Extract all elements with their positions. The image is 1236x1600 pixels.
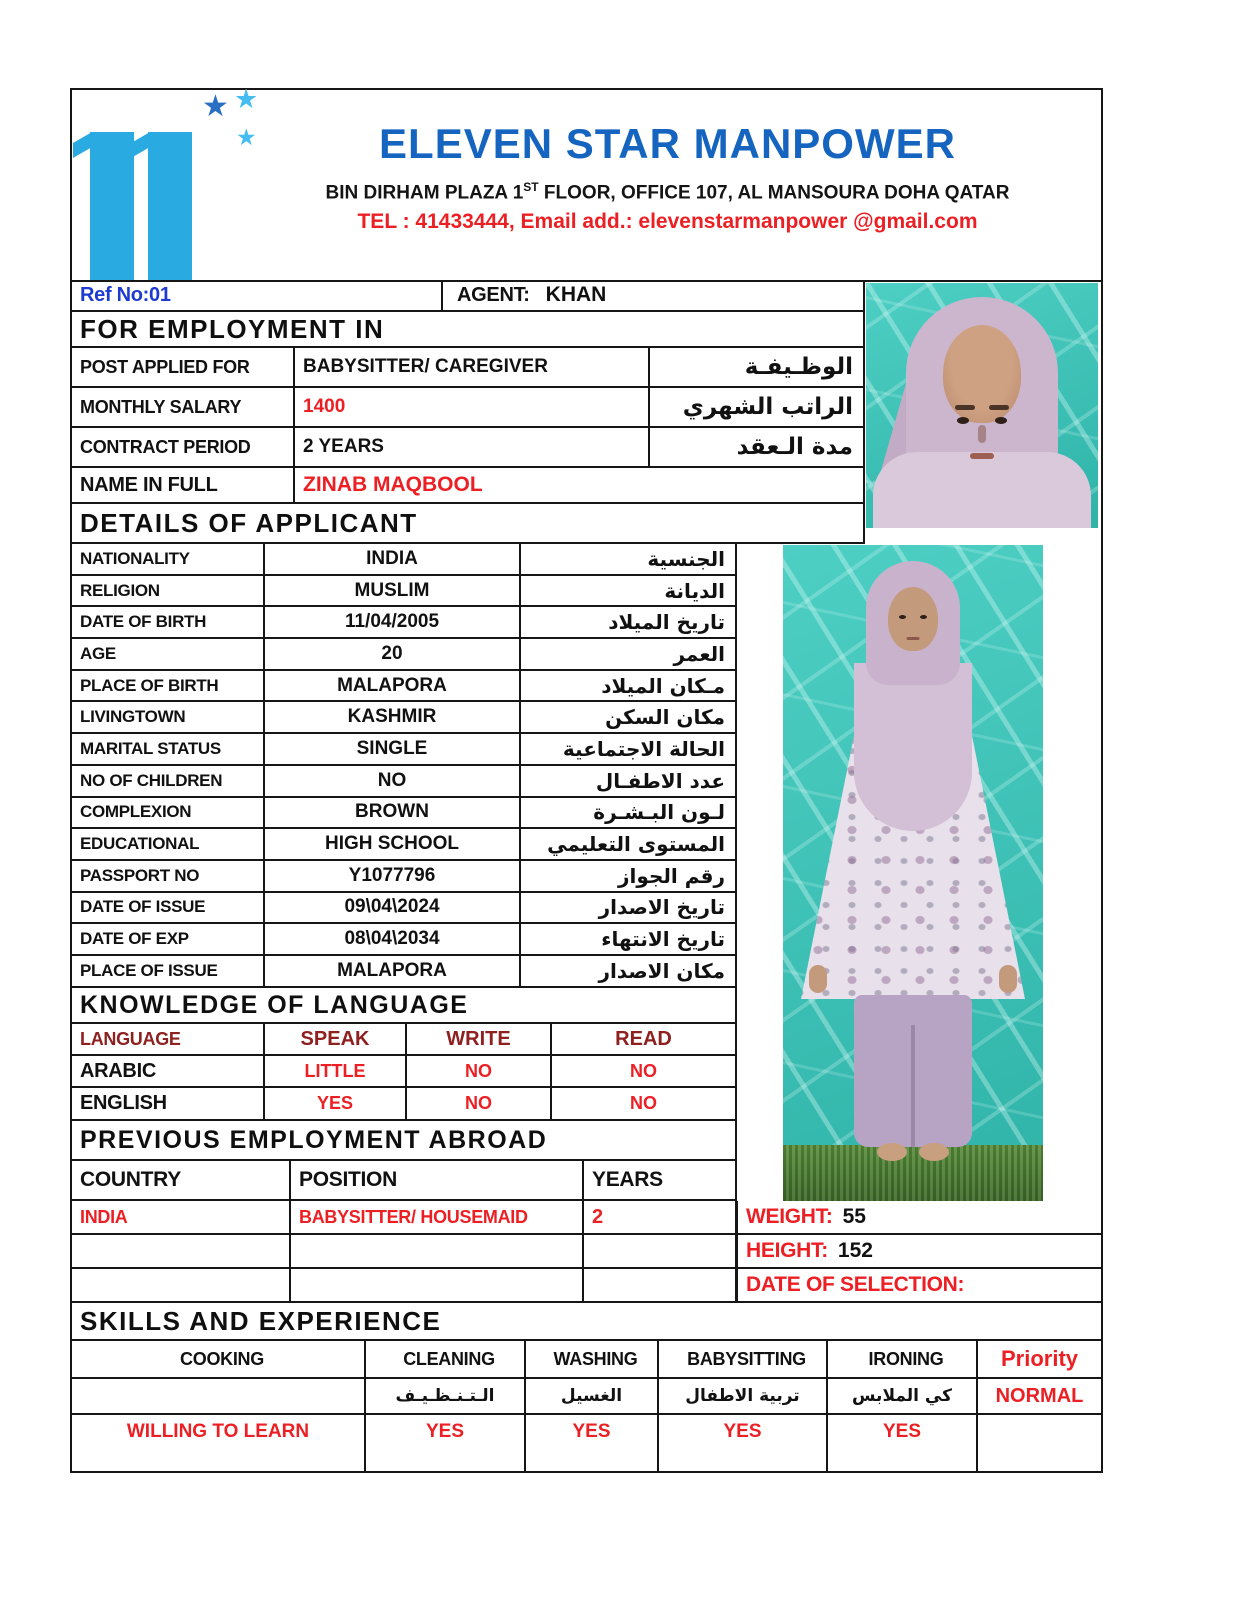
details-row <box>72 671 737 703</box>
details-label-cell <box>72 829 265 859</box>
details-arabic: الديانة <box>664 578 725 603</box>
babysitting-arabic-cell <box>659 1379 828 1413</box>
date-of-selection-cell <box>738 1269 1101 1301</box>
ironing-col-header: IRONING <box>868 1348 944 1369</box>
monthly-salary-row <box>72 388 865 428</box>
details-label: COMPLEXION <box>80 802 192 822</box>
hand <box>809 965 827 993</box>
skills-header-row <box>72 1341 1101 1379</box>
details-label-cell <box>72 639 265 669</box>
details-value-cell <box>265 607 521 637</box>
arabic-speak-cell <box>265 1056 407 1086</box>
details-arabic: عدد الاطفـال <box>595 768 725 793</box>
contract-period-label: CONTRACT PERIOD <box>80 436 251 457</box>
cooking-answer: WILLING TO LEARN <box>126 1421 310 1442</box>
arabic-write-cell <box>407 1056 552 1086</box>
details-row <box>72 576 737 608</box>
details-value-cell <box>265 734 521 764</box>
english-language-row <box>72 1088 737 1121</box>
agent-cell <box>443 280 863 310</box>
details-label-cell <box>72 702 265 732</box>
skills-arabic-row <box>72 1379 1101 1415</box>
details-label: NO OF CHILDREN <box>80 770 223 790</box>
skills-section-title: SKILLS AND EXPERIENCE <box>80 1305 442 1336</box>
post-applied-arabic: الوظـيفـة <box>744 354 853 380</box>
employment-section-title: FOR EMPLOYMENT IN <box>80 313 385 344</box>
washing-answer-cell <box>526 1415 659 1471</box>
mouth <box>970 453 994 459</box>
details-section-header <box>72 504 865 544</box>
details-value: MUSLIM <box>354 579 430 601</box>
weight-row <box>736 1201 1101 1235</box>
foot <box>919 1143 949 1161</box>
details-value: MALAPORA <box>337 959 447 981</box>
details-value-cell <box>265 956 521 986</box>
position-cell <box>291 1235 584 1267</box>
speak-col-header: SPEAK <box>300 1027 370 1050</box>
details-arabic: مكان الاصدار <box>598 958 725 983</box>
ironing-answer: YES <box>882 1421 922 1442</box>
cleaning-answer-cell <box>366 1415 526 1471</box>
details-row <box>72 766 737 798</box>
details-label-cell <box>72 607 265 637</box>
header-box <box>72 84 1101 282</box>
english-read-value: NO <box>630 1093 657 1113</box>
details-value: INDIA <box>366 547 418 569</box>
years-col-header-cell <box>584 1161 735 1199</box>
priority-value: NORMAL <box>995 1384 1084 1407</box>
write-col-header-cell <box>407 1024 552 1054</box>
details-label-cell <box>72 798 265 828</box>
nose <box>978 425 986 443</box>
contract-period-arabic: مدة الـعقد <box>736 434 853 460</box>
english-speak-cell <box>265 1088 407 1119</box>
date-of-selection-row <box>736 1269 1101 1303</box>
height-label: HEIGHT: <box>746 1239 828 1262</box>
post-applied-row <box>72 348 865 388</box>
country-col-header-cell <box>72 1161 291 1199</box>
grass-floor <box>783 1145 1043 1201</box>
ref-no-cell <box>72 280 443 310</box>
details-value-cell <box>265 544 521 574</box>
star-icon: ★ <box>236 124 257 150</box>
monthly-salary-value-cell <box>295 388 650 426</box>
face <box>888 587 938 651</box>
english-write-value: NO <box>465 1093 492 1113</box>
arabic-write-value: NO <box>465 1060 492 1081</box>
company-address <box>242 180 1093 204</box>
country-cell <box>72 1235 291 1267</box>
details-arabic: الجنسية <box>647 546 725 571</box>
washing-arabic: الغسيل <box>560 1386 623 1406</box>
details-section-title: DETAILS OF APPLICANT <box>80 507 418 538</box>
ironing-col-header-cell <box>828 1341 978 1377</box>
details-value-cell <box>265 924 521 954</box>
contract-period-value-cell <box>295 428 650 466</box>
details-label: DATE OF EXP <box>80 929 189 949</box>
english-speak-value: YES <box>316 1093 354 1113</box>
details-label-cell <box>72 766 265 796</box>
monthly-salary-label: MONTHLY SALARY <box>80 396 242 417</box>
position-col-header-cell <box>291 1161 584 1199</box>
details-value: KASHMIR <box>347 706 437 728</box>
details-arabic: تاريخ الانتهاء <box>601 927 725 952</box>
eye <box>899 615 906 619</box>
english-language-cell <box>72 1088 265 1119</box>
years-value: 2 <box>592 1205 603 1228</box>
washing-col-header: WASHING <box>553 1348 638 1369</box>
header-text-block <box>242 120 1093 234</box>
years-col-header: YEARS <box>592 1168 663 1191</box>
eye <box>957 417 969 424</box>
speak-col-header-cell <box>265 1024 407 1054</box>
weight-value: 55 <box>842 1205 866 1228</box>
english-language-label: ENGLISH <box>80 1092 167 1114</box>
address-ordinal: ST <box>523 180 539 194</box>
previous-employment-row <box>72 1235 737 1269</box>
face <box>943 325 1021 423</box>
details-value: 08\04\2034 <box>344 928 440 950</box>
priority-label: Priority <box>1000 1346 1079 1371</box>
ref-agent-row <box>72 280 865 312</box>
ironing-arabic-cell <box>828 1379 978 1413</box>
hand <box>999 965 1017 993</box>
details-row <box>72 607 737 639</box>
details-label: PLACE OF ISSUE <box>80 960 218 980</box>
star-icon: ★ <box>202 90 229 123</box>
details-value: 11/04/2005 <box>344 611 440 633</box>
position-value: BABYSITTER/ HOUSEMAID <box>299 1206 528 1227</box>
details-value-cell <box>265 671 521 701</box>
details-row <box>72 734 737 766</box>
company-name: ELEVEN STAR MANPOWER <box>379 120 956 167</box>
priority-answer-cell <box>978 1415 1101 1471</box>
details-value-cell <box>265 766 521 796</box>
details-row <box>72 702 737 734</box>
details-label: PLACE OF BIRTH <box>80 675 219 695</box>
years-cell <box>584 1201 735 1233</box>
details-value: MALAPORA <box>337 674 447 696</box>
details-value-cell <box>265 639 521 669</box>
details-label: RELIGION <box>80 580 160 600</box>
details-arabic: العمر <box>673 641 725 666</box>
height-cell <box>738 1235 1101 1267</box>
language-col-header-cell <box>72 1024 265 1054</box>
position-col-header: POSITION <box>299 1168 397 1191</box>
monthly-salary-value: 1400 <box>303 396 346 417</box>
mouth <box>907 637 920 640</box>
eyebrow <box>955 405 975 410</box>
english-write-cell <box>407 1088 552 1119</box>
skills-section-header <box>72 1303 1101 1341</box>
previous-employment-row <box>72 1201 737 1235</box>
details-label-cell <box>72 671 265 701</box>
country-col-header: COUNTRY <box>80 1168 181 1191</box>
details-arabic: تاريخ الاصدار <box>598 895 725 920</box>
address-suffix: FLOOR, OFFICE 107, AL MANSOURA DOHA QATAR <box>538 182 1010 204</box>
details-label: MARITAL STATUS <box>80 738 221 758</box>
cleaning-arabic-cell <box>366 1379 526 1413</box>
arabic-speak-value: LITTLE <box>304 1060 366 1081</box>
details-row <box>72 829 737 861</box>
write-col-header: WRITE <box>446 1027 511 1050</box>
details-value: BROWN <box>355 801 429 823</box>
applicant-full-body-photo <box>783 545 1043 1201</box>
agent-value: KHAN <box>545 283 607 306</box>
babysitting-col-header: BABYSITTING <box>687 1348 806 1369</box>
name-value: ZINAB MAQBOOL <box>303 473 483 496</box>
post-applied-label-cell <box>72 348 295 386</box>
ref-no-value: Ref No:01 <box>80 283 171 306</box>
logo-digit-one <box>90 132 134 280</box>
babysitting-arabic: تربية الاطفال <box>685 1386 800 1406</box>
priority-value-cell <box>978 1379 1101 1413</box>
monthly-salary-arabic: الراتب الشهري <box>682 394 853 420</box>
read-col-header-cell <box>552 1024 735 1054</box>
washing-arabic-cell <box>526 1379 659 1413</box>
details-value: NO <box>377 769 407 791</box>
details-arabic: مـكان الميلاد <box>601 673 725 698</box>
washing-answer: YES <box>572 1421 611 1442</box>
ironing-arabic: كي الملابس <box>852 1386 952 1406</box>
details-label: EDUCATIONAL <box>80 834 200 854</box>
details-label-cell <box>72 924 265 954</box>
arabic-read-cell <box>552 1056 735 1086</box>
weight-label: WEIGHT: <box>746 1205 833 1228</box>
previous-employment-section-header <box>72 1121 737 1161</box>
country-value: INDIA <box>80 1206 128 1227</box>
years-cell <box>584 1235 735 1267</box>
height-value: 152 <box>837 1239 873 1262</box>
cleaning-col-header: CLEANING <box>403 1348 495 1369</box>
read-col-header: READ <box>615 1027 672 1050</box>
details-arabic: المستوى التعليمي <box>547 832 725 857</box>
cooking-col-header: COOKING <box>180 1348 264 1369</box>
details-label-cell <box>72 576 265 606</box>
shoulders <box>873 452 1091 528</box>
previous-employment-row <box>72 1269 737 1303</box>
previous-employment-header-row <box>72 1161 737 1201</box>
address-prefix: BIN DIRHAM PLAZA 1 <box>325 182 524 204</box>
cleaning-col-header-cell <box>366 1341 526 1377</box>
scarf-drape <box>854 663 972 831</box>
star-icon: ★ <box>234 84 259 114</box>
monthly-salary-label-cell <box>72 388 295 426</box>
babysitting-answer-cell <box>659 1415 828 1471</box>
agent-label: AGENT: <box>457 283 530 306</box>
height-row <box>736 1235 1101 1269</box>
details-value: HIGH SCHOOL <box>324 833 460 855</box>
contract-period-row <box>72 428 865 468</box>
details-label: LIVINGTOWN <box>80 707 186 727</box>
details-label: PASSPORT NO <box>80 865 200 885</box>
post-applied-value: BABYSITTER/ CAREGIVER <box>303 356 548 377</box>
details-value-cell <box>265 829 521 859</box>
name-label-cell <box>72 468 295 502</box>
details-label-cell <box>72 544 265 574</box>
post-applied-label: POST APPLIED FOR <box>80 356 250 377</box>
details-row <box>72 861 737 893</box>
cooking-answer-cell <box>72 1415 366 1471</box>
date-of-selection-label: DATE OF SELECTION: <box>746 1273 965 1296</box>
eye <box>920 615 927 619</box>
pants <box>854 995 972 1147</box>
contract-period-value: 2 YEARS <box>303 436 384 457</box>
details-label: AGE <box>80 643 116 663</box>
country-cell <box>72 1201 291 1233</box>
arabic-read-value: NO <box>630 1060 657 1081</box>
details-arabic: لـون البـشـرة <box>593 800 725 825</box>
details-label: NATIONALITY <box>80 548 190 568</box>
details-row <box>72 956 737 988</box>
details-value: SINGLE <box>356 737 428 759</box>
cleaning-arabic: الـتـنـظـيـف <box>395 1386 495 1406</box>
language-section-title: KNOWLEDGE OF LANGUAGE <box>80 990 469 1019</box>
details-label: DATE OF ISSUE <box>80 897 206 917</box>
company-contact-line: TEL : 41433444, Email add.: elevenstarmanpower @gmail.com <box>357 210 978 234</box>
cooking-col-header-cell <box>72 1341 366 1377</box>
position-cell <box>291 1201 584 1233</box>
babysitting-answer: YES <box>723 1421 762 1442</box>
details-arabic: تاريخ الميلاد <box>608 610 725 635</box>
details-value-cell <box>265 798 521 828</box>
position-cell <box>291 1269 584 1301</box>
applicant-portrait-photo <box>866 283 1098 528</box>
details-arabic: مكان السكن <box>605 705 725 730</box>
details-value: 20 <box>381 642 403 664</box>
details-row <box>72 798 737 830</box>
details-label-cell <box>72 893 265 923</box>
details-value: Y1077796 <box>348 864 436 886</box>
eleven-star-logo-icon <box>86 84 259 280</box>
details-value-cell <box>265 893 521 923</box>
cleaning-answer: YES <box>425 1421 465 1442</box>
details-label-cell <box>72 956 265 986</box>
language-header-row <box>72 1024 737 1056</box>
details-label-cell <box>72 734 265 764</box>
details-label-cell <box>72 861 265 891</box>
details-value: 09\04\2024 <box>344 896 440 918</box>
details-row <box>72 639 737 671</box>
details-value-cell <box>265 576 521 606</box>
details-arabic: رقم الجواز <box>618 863 725 888</box>
language-section-header <box>72 988 737 1024</box>
details-arabic: الحالة الاجتماعية <box>562 736 725 761</box>
details-value-cell <box>265 861 521 891</box>
details-table <box>72 544 737 988</box>
name-in-full-row <box>72 468 865 504</box>
arabic-language-label: ARABIC <box>80 1059 156 1082</box>
skills-answer-row <box>72 1415 1101 1471</box>
priority-header-cell <box>978 1341 1101 1377</box>
country-cell <box>72 1269 291 1301</box>
eye <box>995 417 1007 424</box>
details-row <box>72 893 737 925</box>
contract-period-label-cell <box>72 428 295 466</box>
logo-digit-one <box>148 132 192 280</box>
application-form-page <box>70 84 1103 1473</box>
ironing-answer-cell <box>828 1415 978 1471</box>
previous-employment-title: PREVIOUS EMPLOYMENT ABROAD <box>80 1125 548 1154</box>
post-applied-value-cell <box>295 348 650 386</box>
babysitting-col-header-cell <box>659 1341 828 1377</box>
eyebrow <box>989 405 1009 410</box>
arabic-language-row <box>72 1056 737 1088</box>
employment-section-header <box>72 312 865 348</box>
years-cell <box>584 1269 735 1301</box>
cooking-arabic-cell <box>72 1379 366 1413</box>
foot <box>877 1143 907 1161</box>
details-row <box>72 544 737 576</box>
name-label: NAME IN FULL <box>80 473 218 496</box>
english-read-cell <box>552 1088 735 1119</box>
washing-col-header-cell <box>526 1341 659 1377</box>
arabic-language-cell <box>72 1056 265 1086</box>
name-value-cell <box>295 468 863 502</box>
language-col-header: LANGUAGE <box>80 1028 181 1049</box>
details-value-cell <box>265 702 521 732</box>
details-row <box>72 924 737 956</box>
weight-cell <box>738 1201 1101 1233</box>
details-label: DATE OF BIRTH <box>80 612 207 632</box>
